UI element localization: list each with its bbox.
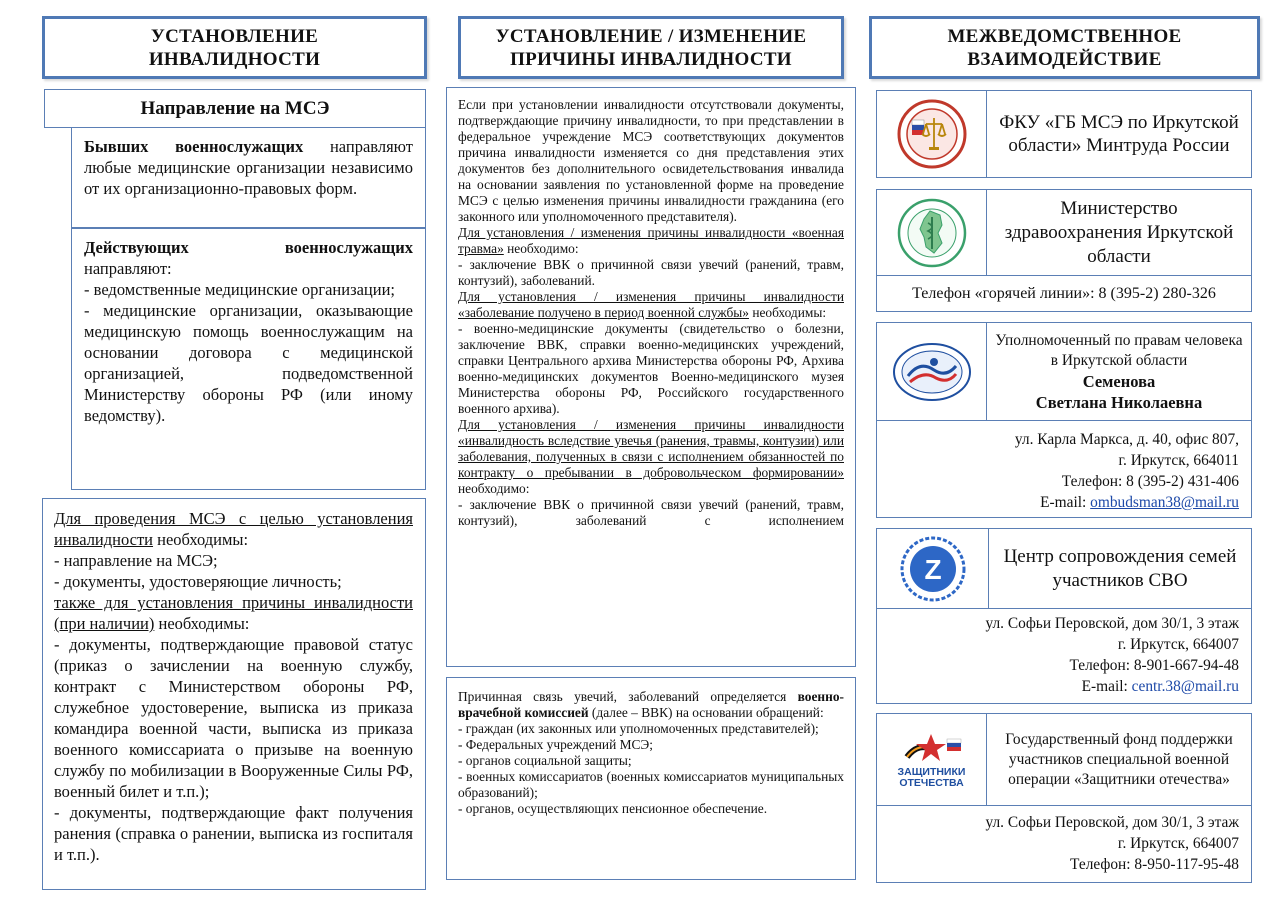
vvk-bold: военно-врачебной комиссией — [458, 689, 844, 720]
org5-address-block — [877, 812, 1251, 875]
health-ministry-emblem-icon — [894, 197, 970, 269]
ombudsman-emblem-icon — [890, 340, 974, 404]
org4-name: Центр сопровождения семей участников СВО — [989, 529, 1251, 609]
svg-text:Z: Z — [923, 553, 942, 585]
org5-address2: г. Иркутск, 664007 — [1117, 835, 1239, 852]
org3-title: Уполномоченный по правам человека в Иркутской области — [995, 331, 1243, 369]
svo-center-emblem-icon — [898, 535, 968, 603]
org5-card — [876, 713, 1252, 883]
col3-header: МЕЖВЕДОМСТВЕННОЕ ВЗАИМОДЕЙСТВИЕ — [869, 16, 1260, 79]
active-military-box — [71, 228, 426, 490]
cause-change-box — [446, 87, 856, 667]
org3-address2: г. Иркутск, 664011 — [1118, 452, 1239, 469]
org4-email-link[interactable]: centr.38@mail.ru — [1131, 678, 1239, 695]
docs-more-item: - документы, подтверждающие факт получения ранения (справка о ранении, выписка из госпиталя и т.п.). — [54, 803, 413, 864]
org5-address1: ул. Софьи Перовской, дом 30/1, 3 этаж — [985, 814, 1239, 831]
docs-intro-underlined: Для проведения МСЭ с целью установления инвалидности — [54, 509, 413, 549]
docs-item: - направление на МСЭ; — [54, 551, 218, 570]
section3-item: - заключение ВВК о причинной связи увечий (ранений, травм, контузий), заболеваний с исполнением — [458, 497, 844, 528]
org3-phone: Телефон: 8 (395-2) 431-406 — [1061, 473, 1239, 490]
org3-person: Семенова Светлана Николаевна — [1035, 371, 1203, 412]
former-military-text: направляют любые медицинские организации независимо от их организационно-правовых форм. — [84, 137, 413, 198]
section1-underlined: Для установления / изменения причины инвалидности «военная травма» — [458, 225, 844, 256]
section2-item: - военно-медицинские документы (свидетельство о болезни, заключение ВВК, справки военно-медицинских учреждений, справки Центрального архива Министерства обороны РФ, Архива военно-медицинских документов Военно-медицинского музея Министерства обороны РФ, Российского государственного военного архива). — [458, 321, 844, 416]
org5-name: Государственный фонд поддержки участников специальной военной операции «Защитники отечества» — [987, 714, 1251, 806]
docs-box — [42, 498, 426, 890]
vvk-item: - Федеральных учреждений МСЭ; — [458, 737, 653, 752]
org1-name: ФКУ «ГБ МСЭ по Иркутской области» Минтруда России — [999, 112, 1239, 156]
org2-hotline: Телефон «горячей линии»: 8 (395-2) 280-326 — [912, 284, 1216, 302]
org1-logo — [877, 91, 987, 177]
referral-title: Направление на МСЭ — [140, 97, 330, 119]
vvk-p1: Причинная связь увечий, заболеваний определяется — [458, 689, 798, 704]
org3-email-label: E-mail: — [1040, 494, 1091, 511]
docs-more-item: - документы, подтверждающие правовой статус (приказ о зачислении на военную службу, контракт с Министерством обороны РФ, служебное удостоверение, выписка из приказа командира военной части, выписка из приказа военного комиссариата о призыве на военную службу по мобилизации в Вооруженные Силы РФ, военный билет и т.п.); — [54, 635, 413, 801]
vvk-item: - граждан (их законных или уполномоченных представителей); — [458, 721, 819, 736]
docs-item: - документы, удостоверяющие личность; — [54, 572, 342, 591]
vvk-item: - органов социальной защиты; — [458, 753, 632, 768]
section2-underlined: Для установления / изменения причины инвалидности «заболевание получено в период военной службы» — [458, 289, 844, 320]
org4-email-label: E-mail: — [1081, 678, 1132, 695]
org3-email-link[interactable]: ombudsman38@mail.ru — [1090, 494, 1239, 511]
org3-logo — [877, 323, 987, 421]
org4-card — [876, 528, 1252, 704]
section1-rest: необходимо: — [503, 241, 579, 256]
vvk-p1-rest: (далее – ВВК) на основании обращений: — [588, 705, 824, 720]
org4-address-block — [877, 613, 1251, 697]
org4-address2: г. Иркутск, 664007 — [1117, 636, 1239, 653]
vvk-box — [446, 677, 856, 880]
docs-intro-rest: необходимы: — [153, 530, 249, 549]
former-military-box — [71, 127, 426, 228]
active-military-item: - медицинские организации, оказывающие медицинскую помощь военнослужащим на основании договора с медицинской организацией, подведомственной Министерству обороны РФ (или иному ведомству). — [84, 301, 413, 425]
col2-header: УСТАНОВЛЕНИЕ / ИЗМЕНЕНИЕ ПРИЧИНЫ ИНВАЛИДНОСТИ — [458, 16, 844, 79]
section3-underlined: Для установления / изменения причины инвалидности «инвалидность вследствие увечья (ранения, травмы, контузии) или заболевания, полученных в связи с исполнением обязанностей по контракту о пребывании в добровольческом формировании» — [458, 417, 844, 480]
org2-name: Министерство здравоохранения Иркутской области — [987, 190, 1251, 276]
active-military-bold: Действующих военнослужащих — [84, 238, 413, 257]
vvk-item: - органов, осуществляющих пенсионное обеспечение. — [458, 801, 768, 816]
org5-logo-text: ЗАЩИТНИКИ ОТЕЧЕСТВА — [897, 765, 966, 789]
org4-logo — [877, 529, 989, 609]
org3-address1: ул. Карла Маркса, д. 40, офис 807, — [1014, 431, 1239, 448]
active-military-item: - ведомственные медицинские организации; — [84, 280, 395, 299]
org5-logo — [877, 714, 987, 806]
org3-card — [876, 322, 1252, 518]
org2-card — [876, 189, 1252, 312]
former-military-bold: Бывших военнослужащих — [84, 137, 304, 156]
org5-phone: Телефон: 8-950-117-95-48 — [1070, 856, 1239, 873]
cause-intro: Если при установлении инвалидности отсутствовали документы, подтверждающие причину инвалидности, то при представлении в федеральное учреждение МСЭ соответствующих документов причина инвалидности изменяется со дня представления этих документов без дополнительного освидетельствования инвалида на основании заявления по установленной форме на проведение МСЭ с целью изменения причины инвалидности гражданина (его законного или уполномоченного представителя). — [458, 97, 844, 224]
org1-card — [876, 90, 1252, 178]
active-military-intro: направляют: — [84, 259, 172, 278]
section1-item: - заключение ВВК о причинной связи увечий (ранений, травм, контузий), заболеваний. — [458, 257, 844, 288]
section2-rest: необходимы: — [748, 305, 827, 320]
org3-address-block — [877, 429, 1251, 513]
org4-address1: ул. Софьи Перовской, дом 30/1, 3 этаж — [985, 615, 1239, 632]
msa-emblem-icon — [894, 98, 970, 170]
section3-rest: необходимо: — [458, 481, 530, 496]
org2-logo — [877, 190, 987, 276]
col1-header: УСТАНОВЛЕНИЕ ИНВАЛИДНОСТИ — [42, 16, 427, 79]
vvk-item: - военных комиссариатов (военных комиссариатов муниципальных образований); — [458, 769, 844, 800]
org3-title-block — [987, 323, 1251, 421]
star-ribbon-icon — [897, 731, 967, 765]
docs-also-rest: необходимы: — [154, 614, 250, 633]
referral-title-box — [44, 89, 426, 128]
org4-phone: Телефон: 8-901-667-94-48 — [1069, 657, 1239, 674]
docs-also-underlined: также для установления причины инвалидности (при наличии) — [54, 593, 413, 633]
